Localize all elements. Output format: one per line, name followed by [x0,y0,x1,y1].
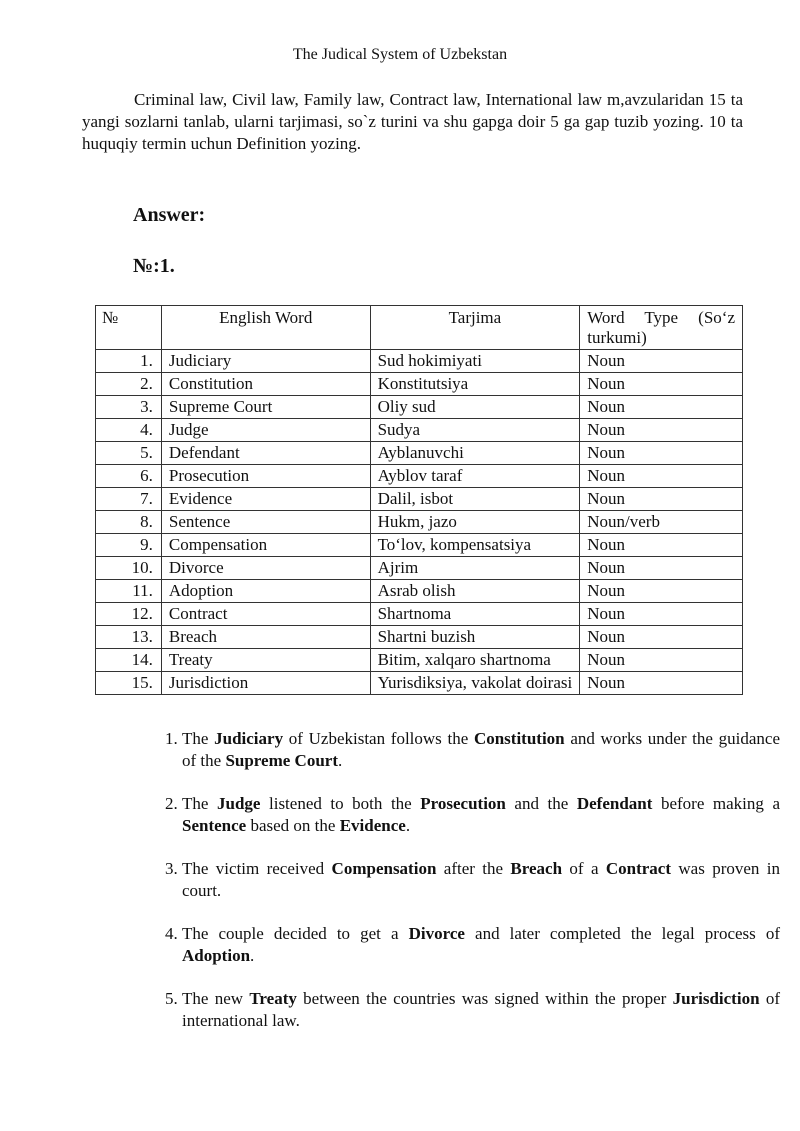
legal-term: Sentence [182,816,247,835]
row-number: 6. [96,465,162,488]
sentence-text: before making a [652,794,780,813]
translation: Bitim, xalqaro shartnoma [370,649,580,672]
english-word: Constitution [161,373,370,396]
sentence-text: after the [436,859,511,878]
vocabulary-table [95,305,743,695]
table-row [96,350,743,373]
sentence-text: The new [182,989,250,1008]
legal-term: Constitution [473,729,565,748]
sentence-text: based on the [246,816,340,835]
english-word: Sentence [161,511,370,534]
row-number: 1. [96,350,162,373]
header-translation: Tarjima [370,306,580,350]
table-row [96,419,743,442]
sentence-text: The victim received [182,859,332,878]
table-row [96,511,743,534]
row-number: 11. [96,580,162,603]
table-body [96,350,743,695]
row-number: 12. [96,603,162,626]
english-word: Judge [161,419,370,442]
sentence-text: The [182,794,217,813]
translation: Ayblov taraf [370,465,580,488]
table-row [96,488,743,511]
word-type: Noun/verb [580,511,743,534]
table-row [96,672,743,695]
row-number: 5. [96,442,162,465]
sentence-text: . [337,751,343,770]
table-row [96,580,743,603]
section-number: №:1. [133,255,175,277]
legal-term: Judge [216,794,261,813]
row-number: 4. [96,419,162,442]
english-word: Prosecution [161,465,370,488]
legal-term: Judiciary [214,729,284,748]
row-number: 13. [96,626,162,649]
legal-term: Evidence [339,816,406,835]
table-row [96,442,743,465]
table-row [96,396,743,419]
answer-heading: Answer: [133,204,206,226]
word-type: Noun [580,603,743,626]
legal-term: Compensation [331,859,437,878]
example-sentence [182,858,780,902]
word-type: Noun [580,557,743,580]
legal-term: Supreme Court [225,751,338,770]
legal-term: Breach [510,859,563,878]
sentence-text: . [250,946,255,965]
english-word: Contract [161,603,370,626]
word-type: Noun [580,649,743,672]
sentence-text: and later completed the legal process of [464,924,780,943]
sentence-text: . [405,816,411,835]
sentence-text: of international law. [182,989,780,1030]
translation: Hukm, jazo [370,511,580,534]
sentence-text: and works under the guidance of the [182,729,781,770]
translation: To‘lov, kompensatsiya [370,534,580,557]
header-word-type: Word Type (So‘z turkumi) [580,306,743,350]
header-number: № [96,306,162,350]
row-number: 2. [96,373,162,396]
legal-term: Treaty [249,989,297,1008]
english-word: Treaty [161,649,370,672]
sentence-text: of a [562,859,606,878]
translation: Shartni buzish [370,626,580,649]
english-word: Supreme Court [161,396,370,419]
legal-term: Contract [605,859,672,878]
translation: Asrab olish [370,580,580,603]
english-word: Divorce [161,557,370,580]
assignment-instructions: Criminal law, Civil law, Family law, Contract law, International law m,avzularidan 15 ta yangi sozlarni tanlab, ularni tarjimasi, so`z turini va shu gapga doir 5 ga gap tuzib yozing. 10 ta huquqiy termin uchun Definition yozing. [82,90,743,153]
translation: Ayblanuvchi [370,442,580,465]
row-number: 7. [96,488,162,511]
translation: Ajrim [370,557,580,580]
legal-term: Jurisdiction [672,989,760,1008]
word-type: Noun [580,373,743,396]
example-sentence [182,728,780,772]
header-english-word: English Word [161,306,370,350]
table-header-row [96,306,743,350]
word-type: Noun [580,465,743,488]
translation: Oliy sud [370,396,580,419]
english-word: Breach [161,626,370,649]
row-number: 14. [96,649,162,672]
translation: Sud hokimiyati [370,350,580,373]
translation: Shartnoma [370,603,580,626]
sentence-text: was proven in court. [182,859,780,900]
sentence-text: The [182,729,215,748]
row-number: 9. [96,534,162,557]
english-word: Jurisdiction [161,672,370,695]
table-row [96,557,743,580]
word-type: Noun [580,488,743,511]
word-type: Noun [580,534,743,557]
row-number: 3. [96,396,162,419]
word-type: Noun [580,396,743,419]
legal-term: Defendant [576,794,653,813]
row-number: 15. [96,672,162,695]
example-sentence [182,988,780,1032]
english-word: Adoption [161,580,370,603]
legal-term: Adoption [182,946,251,965]
row-number: 8. [96,511,162,534]
legal-term: Prosecution [420,794,506,813]
table-row [96,603,743,626]
example-sentence [182,923,780,967]
sentence-text: of Uzbekistan follows the [283,729,474,748]
example-sentence [182,793,780,837]
english-word: Evidence [161,488,370,511]
word-type: Noun [580,672,743,695]
translation: Yurisdiksiya, vakolat doirasi [370,672,580,695]
english-word: Compensation [161,534,370,557]
sentence-text: and the [505,794,577,813]
document-title: The Judical System of Uzbekstan [292,46,508,63]
sentence-text: The couple decided to get a [182,924,409,943]
row-number: 10. [96,557,162,580]
translation: Sudya [370,419,580,442]
table-row [96,649,743,672]
word-type: Noun [580,580,743,603]
sentence-text: listened to both the [260,794,421,813]
word-type: Noun [580,442,743,465]
translation: Konstitutsiya [370,373,580,396]
table-row [96,626,743,649]
sentence-text: between the countries was signed within the proper [296,989,673,1008]
table-row [96,373,743,396]
example-sentences-list [145,728,780,1053]
table-row [96,465,743,488]
english-word: Judiciary [161,350,370,373]
table-row [96,534,743,557]
word-type: Noun [580,350,743,373]
word-type: Noun [580,626,743,649]
translation: Dalil, isbot [370,488,580,511]
english-word: Defendant [161,442,370,465]
legal-term: Divorce [408,924,465,943]
word-type: Noun [580,419,743,442]
